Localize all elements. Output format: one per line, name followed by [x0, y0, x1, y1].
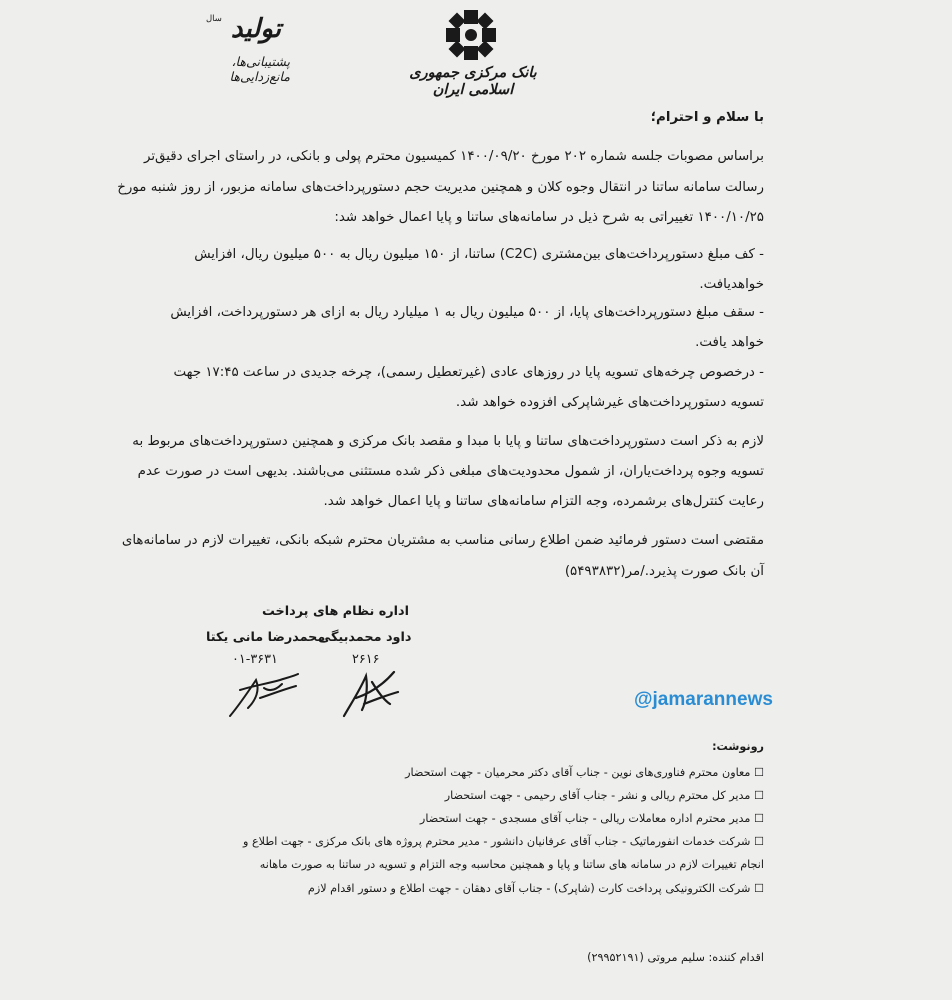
cc-item-1: ☐ معاون محترم فناوری‌های نوین - جناب آقای دکتر محرمیان - جهت استحضار — [405, 766, 764, 779]
cc-title: رونوشت: — [712, 740, 764, 753]
bullet1-line1: - کف مبلغ دستورپرداخت‌های بین‌مشتری (C2C) ساتنا، از ۱۵۰ میلیون ریال به ۵۰۰ میلیون ریال، افزایش — [194, 247, 764, 262]
signature-1-graphic — [338, 664, 402, 722]
paragraph2-line2: تسویه وجوه پرداخت‌یاران، از شمول محدودیت‌های مبلغی ذکر شده مستثنی می‌باشند. بدیهی است در صورت عدم — [137, 464, 764, 479]
cc-item-4-continued: انجام تغییرات لازم در سامانه های ساتنا و پایا و همچنین محاسبه وجه التزام و تسویه در ساتنا به صورت ماهانه — [259, 858, 764, 871]
cc-item-2: ☐ مدیر کل محترم ریالی و نشر - جناب آقای رحیمی - جهت استحضار — [444, 789, 764, 802]
paragraph1-line3: ۱۴۰۰/۱۰/۲۵ تغییراتی به شرح ذیل در سامانه‌های ساتنا و پایا اعمال خواهد شد: — [334, 210, 764, 225]
signer2-name: محمدرضا مانی یکتا — [206, 630, 326, 645]
central-bank-emblem-icon — [444, 8, 498, 62]
greeting: با سلام و احترام؛ — [650, 110, 764, 125]
cc-item-5: ☐ شرکت الکترونیکی پرداخت کارت (شاپرک) - جناب آقای دهقان - جهت اطلاع و دستور اقدام لازم — [307, 882, 764, 895]
bullet3-line1: - درخصوص چرخه‌های تسویه پایا در روزهای عادی (غیرتعطیل رسمی)، چرخه جدیدی در ساعت ۱۷:۴۵ جهت — [173, 365, 764, 380]
bullet1-line2: خواهدیافت. — [699, 277, 764, 292]
bank-name: بانک مرکزی جمهوری اسلامی ایران — [409, 64, 537, 98]
action-by: اقدام کننده: سلیم مروتی (۲۹۹۵۲۱۹۱) — [587, 951, 764, 964]
signer1-name: داود محمدبیگی — [318, 630, 412, 645]
bullet2-line1: - سقف مبلغ دستورپرداخت‌های پایا، از ۵۰۰ میلیون ریال به ۱ میلیارد ریال به ازای هر دستورپرداخت، افزایش — [170, 305, 764, 320]
paragraph1-line1: براساس مصوبات جلسه شماره ۲۰۲ مورخ ۱۴۰۰/۰۹/۲۰ کمیسیون محترم پولی و بانکی، در راستای اجرای دقیق‌تر — [143, 149, 764, 164]
signer1-code: ۲۶۱۶ — [352, 652, 380, 667]
paragraph3-line1: مقتضی است دستور فرمائید ضمن اطلاع رسانی مناسب به مشتریان محترم شبکه بانکی، تغییرات لازم در سامانه‌های — [121, 533, 764, 548]
slogan-subtitle: پشتیبانی‌ها، مانع‌زدایی‌ها — [229, 54, 290, 84]
bullet3-line2: تسویه دستورپرداخت‌های غیرشاپرکی افزوده خواهد شد. — [455, 395, 764, 410]
cc-item-4: ☐ شرکت خدمات انفورماتیک - جناب آقای عرفانیان دانشور - مدیر محترم پروژه های بانک مرکزی - جهت اطلاع و — [243, 835, 764, 848]
slogan-year-tag: سال — [206, 14, 222, 24]
bullet2-line2: خواهد یافت. — [695, 335, 764, 350]
signer2-code: ۰۱-۳۶۳۱ — [232, 652, 278, 667]
paragraph1-line2: رسالت سامانه ساتنا در انتقال وجوه کلان و همچنین مدیریت حجم دستورپرداخت‌های سامانه مزبور، از روز شنبه مورخ — [117, 180, 764, 195]
paragraph2-line1: لازم به ذکر است دستورپرداخت‌های ساتنا و پایا با مبدا و مقصد بانک مرکزی و همچنین دستورپرداخت‌های مربوط به — [132, 434, 764, 449]
paragraph3-line2: آن بانک صورت پذیرد./مر(۵۴۹۳۸۳۲) — [564, 564, 764, 579]
signature-2-graphic — [226, 668, 302, 720]
cc-item-3: ☐ مدیر محترم اداره معاملات ریالی - جناب آقای مسجدی - جهت استحضار — [419, 812, 764, 825]
department-name: اداره نظام های پرداخت — [262, 604, 409, 619]
paragraph2-line3: رعایت کنترل‌های برشمرده، وجه التزام سامانه‌های ساتنا و پایا اعمال خواهد شد. — [323, 494, 764, 509]
jamarannews-watermark: @jamarannews — [634, 689, 773, 710]
slogan-main: تولید — [230, 14, 281, 44]
